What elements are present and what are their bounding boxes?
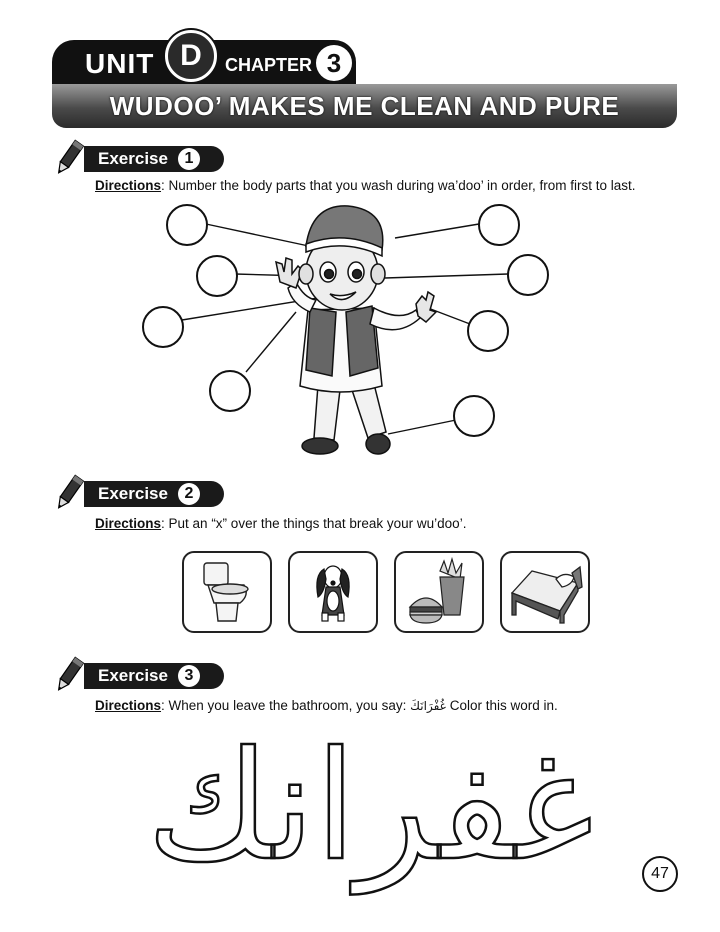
answer-circle[interactable] [478,204,520,246]
pencil-icon [52,655,86,695]
answer-circle[interactable] [166,204,208,246]
burger-fries-icon [396,553,482,631]
page-title: WUDOO’ MAKES ME CLEAN AND PURE [109,91,620,121]
answer-circle[interactable] [209,370,251,412]
arabic-outline-word [146,700,594,900]
directions-text: : Put an “x” over the things that break your wu’doo’. [161,516,467,531]
exercise-2-number: 2 [178,483,200,505]
directions-label: Directions [95,698,162,713]
svg-text:غفرانك: غفرانك [146,720,594,894]
toilet-icon [184,553,270,631]
chapter-number-badge: 3 [316,45,352,81]
card-dog[interactable] [288,551,378,633]
exercise-2-label: Exercise [98,484,168,503]
answer-circle[interactable] [507,254,549,296]
exercise-2-header [84,481,224,507]
page-number: 47 [642,856,678,892]
exercise-1-number: 1 [178,148,200,170]
exercise-2-directions [95,516,466,531]
unit-label: UNIT [85,48,155,79]
exercise-3-number: 3 [178,665,200,687]
directions-text-end: Color this word in. [445,698,558,713]
bed-icon [502,553,588,631]
answer-circle[interactable] [467,310,509,352]
answer-circle[interactable] [453,395,495,437]
pencil-icon [52,473,86,513]
answer-circle[interactable] [196,255,238,297]
dog-icon [290,553,376,631]
exercise-3-header [84,663,224,689]
unit-letter-badge: D [165,30,217,82]
chapter-label: CHAPTER [225,55,313,75]
boy-illustration [270,200,440,462]
card-burger-fries[interactable] [394,551,484,633]
exercise-1-label: Exercise [98,149,168,168]
directions-label: Directions [95,516,162,531]
directions-label: Directions [95,178,162,193]
arabic-coloring-word[interactable] [146,700,594,900]
directions-text: : Number the body parts that you wash during wa’doo’ in order, from first to last. [161,178,636,193]
card-toilet[interactable] [182,551,272,633]
answer-circle[interactable] [142,306,184,348]
arabic-word-inline: غُفْرَانَكَ [410,699,446,713]
card-bed[interactable] [500,551,590,633]
directions-text: : When you leave the bathroom, you say: [161,698,411,713]
exercise-3-label: Exercise [98,666,168,685]
